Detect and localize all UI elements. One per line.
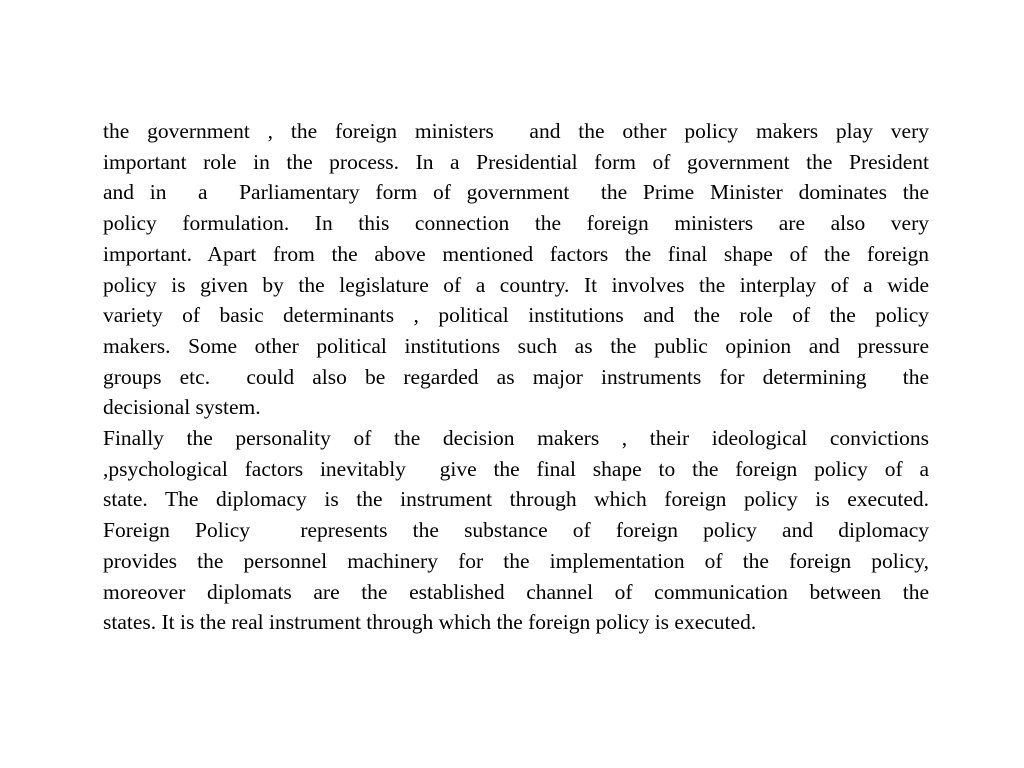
text-line: and in a Parliamentary form of government the Prime Minister dominates the: [103, 180, 929, 205]
text-line: makers. Some other political institutions such as the public opinion and pressure: [103, 333, 929, 358]
paragraph-2: [103, 423, 929, 638]
text-line: the government , the foreign ministers and the other policy makers play very: [103, 119, 929, 143]
text-line: Foreign Policy represents the substance of foreign policy and diplomacy: [103, 518, 929, 543]
body-text: [103, 116, 929, 638]
text-line: decisional system.: [103, 395, 261, 420]
text-line: provides the personnel machinery for the implementation of the foreign policy,: [103, 548, 929, 573]
text-line: policy formulation. In this connection the foreign ministers are also very: [103, 211, 929, 236]
text-line: state. The diplomacy is the instrument through which foreign policy is executed.: [103, 487, 929, 512]
text-line: groups etc. could also be regarded as major instruments for determining the: [103, 364, 929, 389]
text-line: variety of basic determinants , political institutions and the role of the policy: [103, 303, 929, 328]
text-line: states. It is the real instrument through which the foreign policy is executed.: [103, 610, 757, 635]
text-line: Finally the personality of the decision makers , their ideological convictions: [103, 426, 929, 451]
text-line: important role in the process. In a Presidential form of government the President: [103, 149, 929, 174]
text-line: ,psychological factors inevitably give the final shape to the foreign policy of a: [103, 456, 929, 481]
text-line: moreover diplomats are the established channel of communication between the: [103, 579, 929, 604]
text-line: policy is given by the legislature of a country. It involves the interplay of a wide: [103, 272, 929, 297]
text-line: important. Apart from the above mentioned factors the final shape of the foreign: [103, 241, 929, 266]
paragraph-1: [103, 116, 929, 423]
